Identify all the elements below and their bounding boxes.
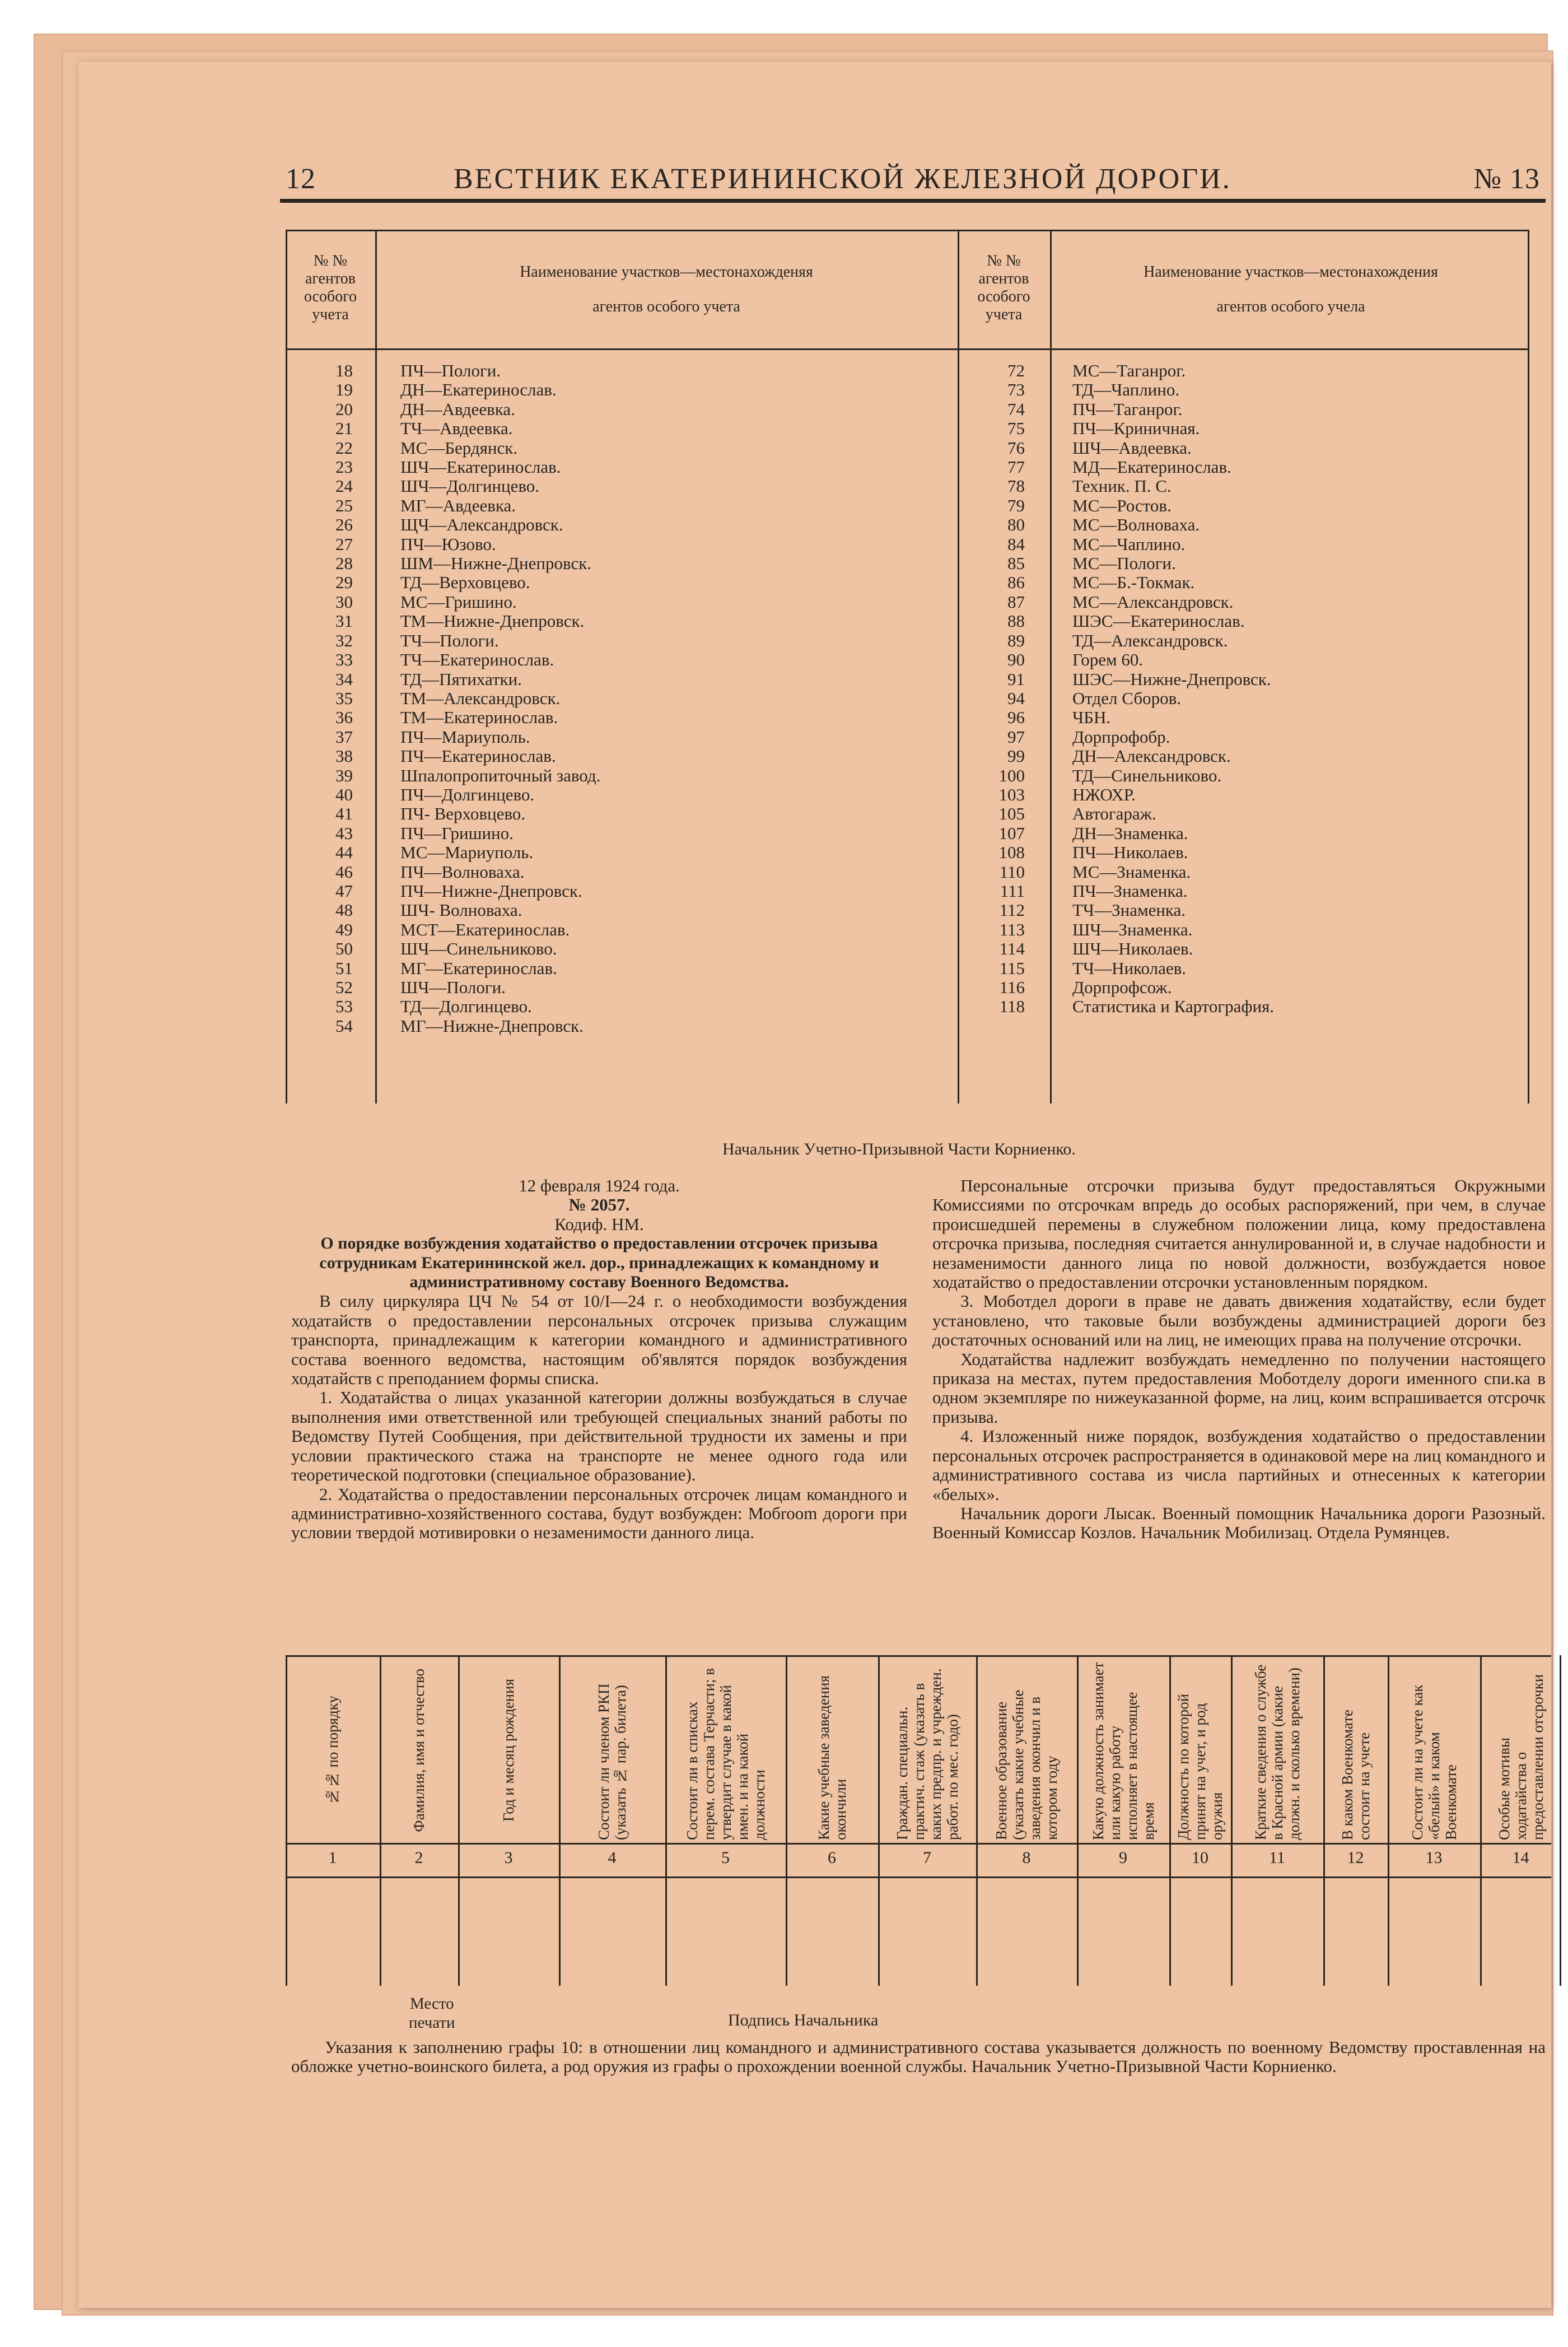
form-column-number: 11 [1269, 1848, 1285, 1867]
agent-number: 47 [335, 881, 353, 901]
agent-row [958, 439, 1526, 458]
page-number: 12 [286, 163, 316, 195]
form-column-number: 2 [414, 1848, 423, 1867]
agent-location: ШЧ- Волноваха. [400, 900, 522, 920]
agent-number: 43 [335, 823, 353, 843]
agent-location: ШЭС—Нижне-Днепровск. [1072, 669, 1271, 689]
agent-number: 27 [335, 534, 353, 554]
agent-number: 113 [999, 919, 1025, 939]
agent-number: 44 [335, 842, 353, 863]
agent-location: ШМ—Нижне-Днепровск. [400, 553, 592, 574]
agent-number: 114 [999, 939, 1025, 959]
agent-row [286, 959, 955, 978]
form-column-header: Фамилия, имя и отчество [410, 1669, 427, 1832]
article-number: № 2057. [568, 1195, 630, 1215]
article-paragraph: 3. Мобoтдел дороги в праве не давать движения ходатайству, если будет установлено, что таковые были возбуждены администрацией дороги без достаточных оснований или на лиц, не имеющих права на получение отсрочки. [932, 1291, 1546, 1350]
agent-row [286, 631, 955, 650]
agent-row [958, 515, 1526, 534]
form-column-header: Какие учебные заведения окончили [815, 1675, 849, 1840]
form-column-header: Особые мотивы ходатайства о предоставлении отсрочки [1495, 1674, 1546, 1840]
agent-row [286, 477, 955, 496]
agent-location: ШЧ—Пологи. [400, 977, 506, 997]
agent-row [286, 535, 955, 554]
agent-row [958, 766, 1526, 785]
agent-row [286, 670, 955, 689]
agent-number: 103 [998, 784, 1025, 804]
form-table [286, 1655, 1551, 1986]
agent-location: ПЧ—Екатеринослав. [400, 746, 556, 766]
agent-row [958, 458, 1526, 477]
agent-number: 99 [1007, 746, 1025, 766]
agent-row [286, 554, 955, 573]
agent-location: МС—Таганрог. [1072, 361, 1186, 380]
agent-location: ТД—Александровск. [1072, 630, 1228, 650]
agent-row [286, 978, 955, 997]
form-column-header: Какую должность занимает или какую работу исполняет в настоящее время [1089, 1662, 1157, 1840]
agent-location: Дорпрофсож. [1072, 977, 1172, 997]
col-head-name-left: Наименование участков—местонахожденяя агентов особого учета [520, 263, 813, 315]
agent-location: ТД—Чаплино. [1072, 380, 1180, 400]
agent-location: ДН—Александровск. [1072, 746, 1231, 766]
agent-row [958, 708, 1526, 727]
agent-row [286, 361, 955, 380]
agent-number: 34 [335, 669, 353, 689]
agent-row [958, 863, 1526, 882]
agent-row [286, 785, 955, 804]
agent-row [958, 650, 1526, 669]
agent-location: ТЧ—Авдеевка. [400, 418, 513, 439]
agent-location: МС—Б.-Токмак. [1072, 572, 1195, 593]
agent-number: 46 [335, 862, 353, 882]
agent-row [958, 747, 1526, 766]
agent-row [286, 766, 955, 785]
agent-number: 25 [335, 495, 353, 515]
agent-number: 97 [1007, 727, 1025, 747]
agent-number: 35 [335, 688, 353, 708]
agent-row [286, 380, 955, 399]
agent-location: Техник. П. С. [1072, 476, 1172, 496]
col-head-name-right: Наименование участков—местонахождения агентов особого учела [1144, 263, 1438, 315]
agent-location: ПЧ—Пологи. [400, 361, 501, 380]
agent-row [286, 882, 955, 901]
form-column-number: 14 [1512, 1848, 1529, 1867]
agent-number: 49 [335, 919, 353, 939]
article-paragraph: 1. Ходатайства о лицах указанной категории должны возбуждаться в случае выполнения ими ответственной или требующей специальных знаний работы по Ведомству Путей Сообщения, при действительной трудности их замены и при условии практического стажа на транспорте не менее одного года или теоретической подготовки (специальное образование). [291, 1387, 907, 1485]
agent-number: 87 [1007, 592, 1025, 612]
agent-number: 53 [335, 996, 353, 1017]
agent-location: МС—Волноваха. [1072, 515, 1200, 535]
agent-number: 88 [1007, 611, 1025, 631]
agent-number: 86 [1007, 572, 1025, 593]
agent-location: МС—Мариуполь. [400, 842, 534, 863]
agent-row [958, 496, 1526, 515]
agent-location: МС—Чаплино. [1072, 534, 1186, 554]
agent-number: 110 [999, 862, 1025, 882]
agent-number: 33 [335, 650, 353, 670]
agent-location: ТМ—Александровск. [400, 688, 561, 708]
agent-location: ПЧ—Гришино. [400, 823, 514, 843]
agent-number: 73 [1007, 380, 1025, 400]
agent-number: 51 [335, 958, 353, 978]
agent-number: 18 [335, 361, 353, 380]
agent-row [958, 419, 1526, 438]
agent-row [286, 843, 955, 862]
article-paragraph: В силу циркуляра ЦЧ № 54 от 10/I—24 г. о необходимости возбуждения ходатайств о предоставлении персональных отсрочек призыва служащим транспорта, принадлежащим к категории командного и административного состава военного ведомства, настоящим об'являтся порядок возбуждения ходатайств с преподанием формы списка. [291, 1291, 907, 1389]
agent-number: 28 [335, 553, 353, 574]
form-column-header: Состоит ли в списках перем. состава Терчасти; в утвердит случае в какой имен. и на какой должности [683, 1668, 768, 1840]
agent-location: ТД—Пятихатки. [400, 669, 522, 689]
agent-location: ШЭС—Екатеринослав. [1072, 611, 1245, 631]
agent-row [958, 728, 1526, 747]
form-column-number: 9 [1119, 1848, 1127, 1867]
agent-location: ДН—Авдеевка. [400, 399, 515, 419]
agent-location: ШЧ—Долгинцево. [400, 476, 540, 496]
agent-location: МС—Пологи. [1072, 553, 1176, 574]
agent-number: 94 [1007, 688, 1025, 708]
agent-location: ТЧ—Знаменка. [1072, 900, 1186, 920]
agent-row [958, 612, 1526, 631]
agent-row [958, 593, 1526, 612]
agent-number: 52 [335, 977, 353, 997]
agent-location: МД—Екатеринослав. [1072, 457, 1231, 477]
agent-location: ТМ—Нижне-Днепровск. [400, 611, 585, 631]
agent-row [286, 458, 955, 477]
signature-label: Подпись Начальника [728, 2011, 879, 2029]
col-head-num-left: № № агентов особого учета [304, 252, 357, 323]
form-column-number: 7 [923, 1848, 931, 1867]
agent-location: ТД—Синельниково. [1072, 765, 1222, 785]
agent-location: ТМ—Екатеринослав. [400, 707, 558, 728]
agent-row [286, 728, 955, 747]
agent-location: НЖОХР. [1072, 784, 1136, 804]
agent-row [958, 978, 1526, 997]
form-column-number: 12 [1347, 1848, 1364, 1867]
agent-row [286, 920, 955, 939]
form-column-number: 5 [721, 1848, 730, 1867]
issue-number: № 13 [1473, 163, 1540, 195]
agent-location: МС—Александровск. [1072, 592, 1234, 612]
agent-row [958, 843, 1526, 862]
agent-location: ШЧ—Синельниково. [400, 939, 557, 959]
agent-row [958, 554, 1526, 573]
agent-number: 26 [335, 515, 353, 535]
agent-number: 36 [335, 707, 353, 728]
agent-number: 78 [1007, 476, 1025, 496]
form-column-number: 6 [828, 1848, 836, 1867]
newspaper-page [78, 62, 1551, 2308]
agent-location: ШЧ—Николаев. [1072, 939, 1193, 959]
agent-row [958, 380, 1526, 399]
agent-number: 40 [335, 784, 353, 804]
form-column-header: Краткие сведения о службе в Красной армии (какие должн. и сколько времени) [1252, 1664, 1303, 1840]
agent-location: Автогараж. [1072, 804, 1156, 824]
agent-row [958, 400, 1526, 419]
article-subtitle: О порядке возбуждения ходатайство о предоставлении отсрочек призыва сотрудникам Екатерининской жел. дор., принадлежащих к командному и административному составу Военного Ведомства. [319, 1234, 879, 1292]
agents-table [286, 230, 1529, 1165]
agent-row [958, 785, 1526, 804]
agent-number: 37 [335, 727, 353, 747]
agent-number: 29 [335, 572, 353, 593]
agent-number: 90 [1007, 650, 1025, 670]
agent-row [286, 515, 955, 534]
form-column-number: 3 [504, 1848, 513, 1867]
agent-number: 111 [1000, 881, 1025, 901]
agent-location: ПЧ—Криничная. [1072, 418, 1200, 439]
agent-number: 76 [1007, 437, 1025, 458]
form-column-number: 1 [328, 1848, 337, 1867]
agent-location: ТД—Верховцево. [400, 572, 530, 593]
agent-row [286, 612, 955, 631]
agent-row [958, 689, 1526, 708]
agent-location: ПЧ—Волноваха. [400, 862, 525, 882]
agent-number: 79 [1007, 495, 1025, 515]
agent-row [286, 496, 955, 515]
article-date: 12 февраля 1924 года. [519, 1176, 680, 1195]
agent-number: 48 [335, 900, 353, 920]
article-left-column [291, 1176, 907, 1543]
agent-number: 96 [1007, 707, 1025, 728]
agent-number: 39 [335, 765, 353, 785]
agent-location: ТЧ—Николаев. [1072, 958, 1187, 978]
header-rule [280, 199, 1546, 203]
agent-row [958, 939, 1526, 958]
agent-location: ШЧ—Знаменка. [1072, 919, 1193, 939]
form-column-header: Состоит ли на учете как «белый» и каком Военкомате [1408, 1684, 1459, 1840]
agent-row [958, 882, 1526, 901]
form-column-header: Военное образование (указать какие учебные заведения окончил и в котором году [993, 1689, 1060, 1840]
agent-row [286, 439, 955, 458]
agent-location: ПЧ—Мариуполь. [400, 727, 530, 747]
agent-number: 31 [335, 611, 353, 631]
agent-location: МГ—Нижне-Днепровск. [400, 1016, 584, 1036]
agents-list-left [286, 361, 955, 1036]
article-signatures: Начальник дороги Лысак. Военный помощник Начальника дороги Разозный. Военный Комиссар Козлов. Начальник Мобилизац. Отдела Румянцев. [932, 1503, 1546, 1543]
agent-row [286, 708, 955, 727]
agent-location: ПЧ—Долгинцево. [400, 784, 535, 804]
agent-row [286, 939, 955, 958]
agent-row [286, 689, 955, 708]
agent-location: ПЧ—Знаменка. [1072, 881, 1188, 901]
agent-number: 32 [335, 630, 353, 650]
agent-row [286, 901, 955, 920]
agent-row [958, 901, 1526, 920]
agent-location: МС—Бердянск. [400, 437, 518, 458]
agent-number: 24 [335, 476, 353, 496]
form-column-header: В каком Военкомате состоит на учете [1338, 1710, 1373, 1840]
agent-number: 112 [999, 900, 1025, 920]
agent-row [286, 650, 955, 669]
agent-location: ШЧ—Екатеринослав. [400, 457, 561, 477]
agent-number: 108 [998, 842, 1025, 863]
form-column-number: 4 [608, 1848, 617, 1867]
agent-number: 116 [999, 977, 1025, 997]
agent-number: 20 [335, 399, 353, 419]
agent-row [958, 824, 1526, 843]
agent-row [286, 1017, 955, 1036]
article-code: Кодиф. НМ. [554, 1214, 644, 1234]
agent-row [958, 804, 1526, 823]
agent-location: МС—Знаменка. [1072, 862, 1191, 882]
agent-row [958, 535, 1526, 554]
agent-number: 100 [998, 765, 1025, 785]
article-paragraph: 2. Ходатайства о предоставлении персональных отсрочек лицам командного и административно-хозяйственного состава, будут возбужден: Мобroom дороги при условии твердой мотивировки о незаменимости данного лица. [291, 1484, 907, 1543]
table-signature: Начальник Учетно-Призывной Части Корниенко. [722, 1140, 1076, 1158]
agent-number: 107 [998, 823, 1025, 843]
agent-row [286, 747, 955, 766]
agent-location: ЧБН. [1072, 707, 1111, 728]
agent-number: 84 [1007, 534, 1025, 554]
agent-location: ПЧ—Нижне-Днепровск. [400, 881, 582, 901]
agent-location: ТД—Долгинцево. [400, 996, 532, 1017]
agent-location: МГ—Авдеевка. [400, 495, 516, 515]
agent-row [958, 959, 1526, 978]
agent-location: ТЧ—Екатеринослав. [400, 650, 554, 670]
agent-number: 19 [335, 380, 353, 400]
agent-location: Шпалопропиточный завод. [400, 765, 601, 785]
seal-place-label: Место печати [409, 1995, 455, 2032]
article-paragraph: Персональные отсрочки призыва будут предоставляться Окружными Комиссиями по отсрочкам впредь до особых распоряжений, при чем, в случае происшедшей перемены в служебном положении лица, кому предоставлена отсрочка призыва, последняя считается аннулированной и, в случае надобности и незаменимости данного лица по новой должности, возбуждается новое ходатайство о предоставлении отсрочки установленным порядком. [932, 1176, 1546, 1292]
agent-row [958, 997, 1526, 1016]
form-column-number: 13 [1425, 1848, 1443, 1867]
agent-number: 72 [1007, 361, 1025, 380]
form-column-header: Должность по которой принят на учет, и род оружия [1175, 1693, 1225, 1840]
agent-location: ПЧ—Таганрог. [1072, 399, 1183, 419]
agent-number: 75 [1007, 418, 1025, 439]
agent-row [286, 419, 955, 438]
agent-location: МС—Ростов. [1072, 495, 1172, 515]
form-column-header: Состоит ли членом РКП (указать № пар. билета) [595, 1683, 629, 1840]
agent-location: ПЧ—Юзово. [400, 534, 496, 554]
agent-location: МСТ—Екатеринослав. [400, 919, 570, 939]
agent-row [958, 670, 1526, 689]
agent-number: 77 [1007, 457, 1025, 477]
agent-number: 118 [999, 996, 1025, 1017]
agent-row [958, 477, 1526, 496]
agent-number: 74 [1007, 399, 1025, 419]
agent-number: 85 [1007, 553, 1025, 574]
agent-location: ТЧ—Пологи. [400, 630, 499, 650]
agent-location: ДН—Знаменка. [1072, 823, 1188, 843]
agents-list-right [958, 361, 1526, 1017]
article-right-column [932, 1176, 1546, 1543]
article-paragraph: 4. Изложенный ниже порядок, возбуждения ходатайство о предоставлении персональных отсрочек распространяется в одинаковой мере на лиц командного и административного состава из числа партийных и отнесенных к категории «белых». [932, 1426, 1546, 1504]
agent-location: Отдел Сборов. [1072, 688, 1181, 708]
agent-number: 80 [1007, 515, 1025, 535]
agent-location: Статистика и Картография. [1072, 996, 1275, 1017]
agent-row [286, 573, 955, 592]
agent-location: ШЧ—Авдеевка. [1072, 437, 1192, 458]
agent-row [286, 997, 955, 1016]
agent-number: 30 [335, 592, 353, 612]
agent-number: 23 [335, 457, 353, 477]
agent-location: ЩЧ—Александровск. [400, 515, 563, 535]
agent-row [958, 361, 1526, 380]
agent-number: 91 [1007, 669, 1025, 689]
form-column-number: 8 [1022, 1848, 1031, 1867]
agent-number: 22 [335, 437, 353, 458]
agent-row [286, 400, 955, 419]
agent-location: ПЧ—Николаев. [1072, 842, 1188, 863]
agent-row [286, 824, 955, 843]
agent-number: 89 [1007, 630, 1025, 650]
agent-number: 21 [335, 418, 353, 439]
article-paragraph: Ходатайства надлежит возбуждать немедленно по получении настоящего приказа на местах, путем предоставления Мобoтделу дороги именного спи.ка в одном экземпляре по нижеуказанной форме, на лиц, коим вспрашивается отсрочк призыва. [932, 1349, 1546, 1427]
agent-number: 105 [998, 804, 1025, 824]
agent-row [958, 573, 1526, 592]
agent-location: ДН—Екатеринослав. [400, 380, 557, 400]
agent-location: Дорпрофобр. [1072, 727, 1170, 747]
agent-location: ПЧ- Верховцево. [400, 804, 526, 824]
agent-location: Горем 60. [1072, 650, 1144, 670]
agent-number: 115 [999, 958, 1025, 978]
form-column-header: №№ по порядку [324, 1696, 341, 1805]
col-head-num-right: № № агентов особого учета [977, 252, 1030, 323]
form-column-number: 10 [1192, 1848, 1208, 1867]
instructions-note: Указания к заполнению графы 10: в отношении лиц командного и административного состава указывается должность по военному Ведомству проставленная на обложке учетно-воинского билета, а род оружия из графы о прохождении военной службы. Начальник Учетно-Призывной Части Корниенко. [291, 2037, 1546, 2076]
agent-row [286, 804, 955, 823]
agent-location: МГ—Екатеринослав. [400, 958, 557, 978]
form-column-header: Граждан. специальн. практич. стаж (указать в каких предпр. и учрежден. работ. по мес. годо) [893, 1668, 961, 1840]
agent-row [958, 920, 1526, 939]
agent-row [286, 593, 955, 612]
agent-number: 41 [335, 804, 353, 824]
agent-number: 50 [335, 939, 353, 959]
form-column-header: Год и месяц рождения [500, 1679, 517, 1822]
agent-number: 54 [335, 1016, 353, 1036]
agent-row [958, 631, 1526, 650]
agent-number: 38 [335, 746, 353, 766]
agent-location: МС—Гришино. [400, 592, 517, 612]
newspaper-title: ВЕСТНИК ЕКАТЕРИНИНСКОЙ ЖЕЛЕЗНОЙ ДОРОГИ. [454, 163, 1231, 195]
agent-row [286, 863, 955, 882]
